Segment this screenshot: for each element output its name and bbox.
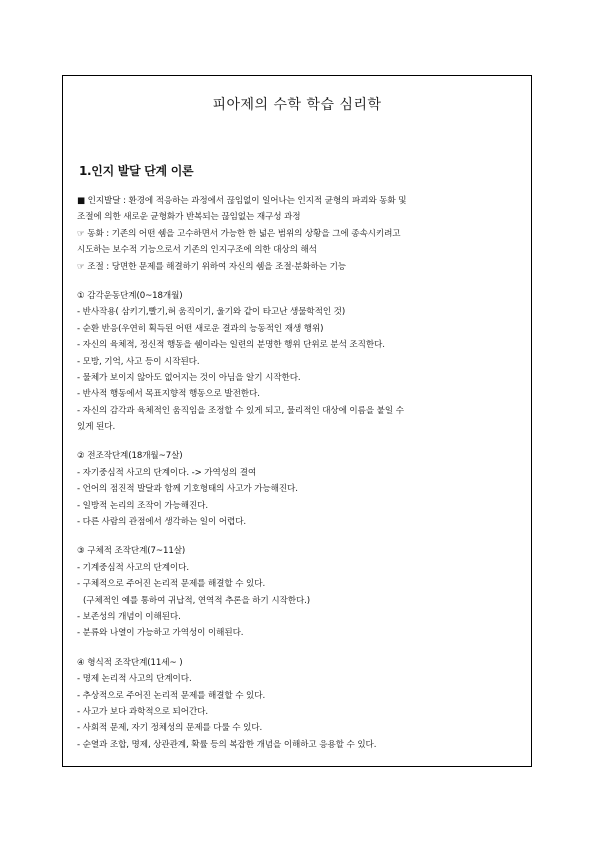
stage-item: - 보존성의 개념이 이해된다. (77, 611, 181, 622)
stage-item: - 순열과 조합, 명제, 상관관계, 확률 등의 복잡한 개념을 이해하고 응용할 수 있다. (77, 739, 377, 750)
stage-title: ④ 형식적 조작단계(11세~ ) (77, 657, 183, 668)
stage-item: - 순환 반응(우연히 획득된 어떤 새로운 결과의 능동적인 재생 행위) (77, 323, 324, 334)
stage-item: - 반사적 행동에서 목표지향적 행동으로 발전한다. (77, 389, 260, 400)
stage-block-formal-operational (77, 655, 521, 753)
stage-item: - 자신의 육체적, 정신적 행동을 쉠이라는 일련의 분명한 행위 단위로 분석 조직한다. (77, 340, 385, 351)
section-heading: 1.인지 발달 단계 이론 (79, 164, 194, 178)
intro-block (77, 193, 521, 275)
document-body (77, 193, 521, 753)
stage-item: - 사고가 보다 과학적으로 되어간다. (77, 706, 208, 717)
stage-item: - 물체가 보이지 않아도 없어지는 것이 아님을 알기 시작한다. (77, 372, 301, 383)
stage-title: ② 전조작단계(18개월~7살) (77, 451, 183, 462)
intro-line: 시도하는 보수적 기능으로서 기존의 인지구조에 의한 대상의 해석 (77, 245, 317, 256)
stage-item: - 기계중심적 사고의 단계이다. (77, 562, 189, 573)
spacer (77, 435, 521, 448)
stage-title: ③ 구체적 조작단계(7~11살) (77, 546, 186, 557)
spacer (77, 642, 521, 655)
intro-line: ☞ 조절 : 당면한 문제를 해결하기 위하여 자신의 쉠을 조절·분화하는 기능 (77, 261, 346, 272)
stage-item: - 자기중심적 사고의 단계이다. -> 가역성의 결여 (77, 467, 257, 478)
stage-item: - 일방적 논리의 조작이 가능해진다. (77, 500, 208, 511)
stage-block-concrete-operational (77, 543, 521, 641)
stage-item: - 다른 사람의 관점에서 생각하는 일이 어렵다. (77, 517, 247, 528)
stage-item: - 모방, 기억, 사고 등이 시작된다. (77, 356, 200, 367)
stage-item: - 사회적 문제, 자기 정체성의 문제를 다룰 수 있다. (77, 723, 263, 734)
stage-item: 있게 된다. (77, 422, 116, 433)
stage-item: - 자신의 감각과 육체적인 움직임을 조정할 수 있게 되고, 물리적인 대상에 이름을 붙일 수 (77, 405, 404, 416)
spacer (77, 530, 521, 543)
intro-line: ■ 인지발달 : 환경에 적응하는 과정에서 끊임없이 일어나는 인지적 균형의 파괴와 동화 및 (77, 196, 407, 206)
stage-item: - 구체적으로 주어진 논리적 문제를 해결할 수 있다. (77, 579, 266, 590)
stage-item: - 반사작용( 삼키기,빨기,혀 움직이기, 울기와 같이 타고난 생물학적인 것) (77, 307, 346, 318)
stage-block-preoperational (77, 448, 521, 530)
stage-item: - 분류와 나열이 가능하고 가역성이 이해된다. (77, 628, 244, 639)
stage-item: (구체적인 예를 통하여 귀납적, 연역적 추론을 하기 시작한다.) (83, 595, 311, 606)
stage-item: - 명제 논리적 사고의 단계이다. (77, 674, 192, 685)
stage-item: - 언어의 점진적 발달과 함께 기호형태의 사고가 가능해진다. (77, 484, 298, 495)
document-title: 피아제의 수학 학습 심리학 (212, 97, 382, 113)
stage-item: - 추상적으로 주어진 논리적 문제를 해결할 수 있다. (77, 690, 266, 701)
spacer (77, 275, 521, 288)
intro-line: 조절에 의한 새로운 균형화가 반복되는 끊임없는 재구성 과정 (77, 212, 301, 223)
intro-line: ☞ 동화 : 기존의 어떤 쉠을 고수하면서 가능한 한 넓은 범위의 상황을 그에 종속시키려고 (77, 228, 401, 239)
stage-block-sensorimotor (77, 288, 521, 436)
stage-title: ① 감각운동단계(0~18개월) (77, 290, 183, 301)
document-frame (62, 75, 532, 767)
